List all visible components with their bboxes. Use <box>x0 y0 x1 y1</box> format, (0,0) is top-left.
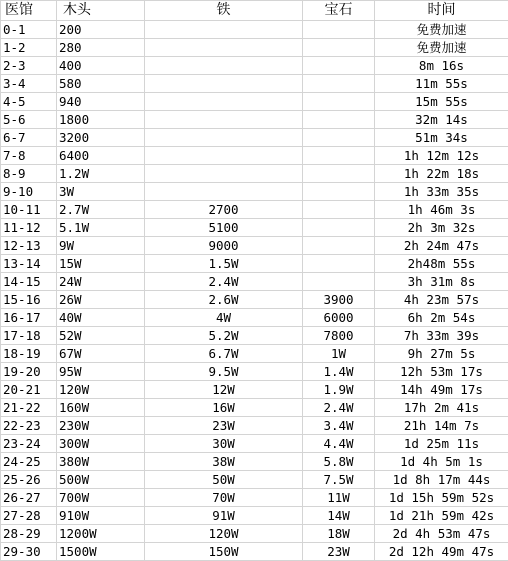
cell-wood[interactable]: 910W <box>57 507 145 525</box>
cell-time[interactable]: 17h 2m 41s <box>375 399 508 417</box>
cell-wood[interactable]: 380W <box>57 453 145 471</box>
cell-level[interactable]: 3-4 <box>1 75 57 93</box>
cell-level[interactable]: 28-29 <box>1 525 57 543</box>
cell-time[interactable]: 1d 4h 5m 1s <box>375 453 508 471</box>
cell-time[interactable]: 1d 8h 17m 44s <box>375 471 508 489</box>
cell-wood[interactable]: 1800 <box>57 111 145 129</box>
cell-level[interactable]: 8-9 <box>1 165 57 183</box>
cell-gem[interactable] <box>303 273 375 291</box>
cell-wood[interactable]: 120W <box>57 381 145 399</box>
cell-wood[interactable]: 67W <box>57 345 145 363</box>
cell-gem[interactable]: 5.8W <box>303 453 375 471</box>
cell-iron[interactable] <box>145 183 303 201</box>
cell-iron[interactable]: 2700 <box>145 201 303 219</box>
cell-gem[interactable] <box>303 165 375 183</box>
table-row <box>1 129 508 147</box>
table-row <box>1 363 508 381</box>
table-row <box>1 111 508 129</box>
table-row <box>1 399 508 417</box>
table-row <box>1 201 508 219</box>
table-row <box>1 57 508 75</box>
cell-gem[interactable]: 2.4W <box>303 399 375 417</box>
cell-iron[interactable] <box>145 75 303 93</box>
cell-time[interactable]: 9h 27m 5s <box>375 345 508 363</box>
table-row <box>1 219 508 237</box>
table-row <box>1 237 508 255</box>
cell-iron[interactable]: 5100 <box>145 219 303 237</box>
table-row <box>1 345 508 363</box>
cell-time[interactable]: 21h 14m 7s <box>375 417 508 435</box>
header-time[interactable]: 时间 <box>375 1 508 21</box>
cell-iron[interactable]: 9000 <box>145 237 303 255</box>
cell-level[interactable]: 26-27 <box>1 489 57 507</box>
cell-level[interactable]: 17-18 <box>1 327 57 345</box>
table-row <box>1 309 508 327</box>
cell-level[interactable]: 12-13 <box>1 237 57 255</box>
table-body <box>1 21 508 561</box>
cell-wood[interactable]: 500W <box>57 471 145 489</box>
cell-time[interactable]: 8m 16s <box>375 57 508 75</box>
cell-iron[interactable]: 38W <box>145 453 303 471</box>
cell-gem[interactable]: 3.4W <box>303 417 375 435</box>
cell-gem[interactable] <box>303 111 375 129</box>
cell-iron[interactable]: 50W <box>145 471 303 489</box>
cell-wood[interactable]: 300W <box>57 435 145 453</box>
cell-iron[interactable] <box>145 111 303 129</box>
cell-time[interactable]: 1h 46m 3s <box>375 201 508 219</box>
cell-level[interactable]: 6-7 <box>1 129 57 147</box>
cell-time[interactable]: 免费加速 <box>375 39 508 57</box>
cell-level[interactable]: 22-23 <box>1 417 57 435</box>
cell-wood[interactable]: 1200W <box>57 525 145 543</box>
cell-level[interactable]: 1-2 <box>1 39 57 57</box>
cell-gem[interactable]: 1W <box>303 345 375 363</box>
cell-level[interactable]: 15-16 <box>1 291 57 309</box>
cell-wood[interactable]: 940 <box>57 93 145 111</box>
table-row <box>1 471 508 489</box>
cell-wood[interactable]: 24W <box>57 273 145 291</box>
cell-gem[interactable] <box>303 255 375 273</box>
cell-level[interactable]: 7-8 <box>1 147 57 165</box>
cell-wood[interactable]: 400 <box>57 57 145 75</box>
cell-iron[interactable]: 150W <box>145 543 303 561</box>
cell-time[interactable]: 免费加速 <box>375 21 508 39</box>
cell-iron[interactable]: 1.5W <box>145 255 303 273</box>
cell-time[interactable]: 1d 25m 11s <box>375 435 508 453</box>
cell-time[interactable]: 2d 12h 49m 47s <box>375 543 508 561</box>
cell-level[interactable]: 19-20 <box>1 363 57 381</box>
cell-iron[interactable]: 5.2W <box>145 327 303 345</box>
cell-iron[interactable] <box>145 129 303 147</box>
header-gem[interactable]: 宝石 <box>303 1 375 21</box>
cell-time[interactable]: 3h 31m 8s <box>375 273 508 291</box>
cell-wood[interactable]: 160W <box>57 399 145 417</box>
cell-gem[interactable]: 6000 <box>303 309 375 327</box>
cell-gem[interactable] <box>303 219 375 237</box>
cell-wood[interactable]: 580 <box>57 75 145 93</box>
table-row <box>1 255 508 273</box>
cell-time[interactable]: 2h 24m 47s <box>375 237 508 255</box>
cell-level[interactable]: 20-21 <box>1 381 57 399</box>
cell-iron[interactable]: 23W <box>145 417 303 435</box>
cell-gem[interactable]: 23W <box>303 543 375 561</box>
cell-level[interactable]: 2-3 <box>1 57 57 75</box>
cell-gem[interactable]: 7.5W <box>303 471 375 489</box>
table-row <box>1 525 508 543</box>
cell-time[interactable]: 11m 55s <box>375 75 508 93</box>
table-row <box>1 417 508 435</box>
cell-level[interactable]: 0-1 <box>1 21 57 39</box>
cell-level[interactable]: 27-28 <box>1 507 57 525</box>
cell-gem[interactable] <box>303 39 375 57</box>
cell-level[interactable]: 16-17 <box>1 309 57 327</box>
table-row <box>1 93 508 111</box>
table-row <box>1 273 508 291</box>
cell-iron[interactable]: 120W <box>145 525 303 543</box>
cell-time[interactable]: 6h 2m 54s <box>375 309 508 327</box>
cell-level[interactable]: 18-19 <box>1 345 57 363</box>
cell-wood[interactable]: 95W <box>57 363 145 381</box>
table-row <box>1 291 508 309</box>
cell-time[interactable]: 32m 14s <box>375 111 508 129</box>
cell-time[interactable]: 1d 21h 59m 42s <box>375 507 508 525</box>
cell-wood[interactable]: 40W <box>57 309 145 327</box>
cell-time[interactable]: 12h 53m 17s <box>375 363 508 381</box>
cell-wood[interactable]: 200 <box>57 21 145 39</box>
cell-wood[interactable]: 3W <box>57 183 145 201</box>
cell-wood[interactable]: 9W <box>57 237 145 255</box>
cell-level[interactable]: 14-15 <box>1 273 57 291</box>
cell-iron[interactable]: 91W <box>145 507 303 525</box>
cell-time[interactable]: 2h 3m 32s <box>375 219 508 237</box>
cell-time[interactable]: 15m 55s <box>375 93 508 111</box>
cell-gem[interactable] <box>303 201 375 219</box>
cell-level[interactable]: 21-22 <box>1 399 57 417</box>
table-row <box>1 327 508 345</box>
cell-wood[interactable]: 2.7W <box>57 201 145 219</box>
cell-gem[interactable] <box>303 21 375 39</box>
cell-level[interactable]: 4-5 <box>1 93 57 111</box>
cell-time[interactable]: 14h 49m 17s <box>375 381 508 399</box>
cell-gem[interactable]: 11W <box>303 489 375 507</box>
cell-wood[interactable]: 280 <box>57 39 145 57</box>
cell-gem[interactable] <box>303 57 375 75</box>
cell-gem[interactable]: 18W <box>303 525 375 543</box>
cell-iron[interactable]: 4W <box>145 309 303 327</box>
cell-level[interactable]: 25-26 <box>1 471 57 489</box>
cell-gem[interactable] <box>303 129 375 147</box>
cell-gem[interactable]: 14W <box>303 507 375 525</box>
cell-gem[interactable]: 7800 <box>303 327 375 345</box>
cell-time[interactable]: 4h 23m 57s <box>375 291 508 309</box>
cell-level[interactable]: 24-25 <box>1 453 57 471</box>
table-row <box>1 147 508 165</box>
cell-iron[interactable] <box>145 21 303 39</box>
cell-wood[interactable]: 26W <box>57 291 145 309</box>
table-row <box>1 21 508 39</box>
table-row <box>1 39 508 57</box>
cell-iron[interactable] <box>145 57 303 75</box>
cell-wood[interactable]: 6400 <box>57 147 145 165</box>
cell-gem[interactable] <box>303 93 375 111</box>
cell-time[interactable]: 1h 22m 18s <box>375 165 508 183</box>
cell-gem[interactable] <box>303 237 375 255</box>
cell-gem[interactable]: 1.9W <box>303 381 375 399</box>
cell-level[interactable]: 13-14 <box>1 255 57 273</box>
cell-iron[interactable]: 9.5W <box>145 363 303 381</box>
cell-time[interactable]: 1d 15h 59m 52s <box>375 489 508 507</box>
table-row <box>1 75 508 93</box>
cell-time[interactable]: 51m 34s <box>375 129 508 147</box>
table-row <box>1 381 508 399</box>
header-level[interactable]: 医馆 <box>1 1 57 21</box>
cell-iron[interactable]: 16W <box>145 399 303 417</box>
cell-gem[interactable]: 4.4W <box>303 435 375 453</box>
table-row <box>1 183 508 201</box>
header-row <box>1 1 508 21</box>
table-row <box>1 453 508 471</box>
cell-time[interactable]: 2h48m 55s <box>375 255 508 273</box>
cell-wood[interactable]: 15W <box>57 255 145 273</box>
cell-time[interactable]: 1h 12m 12s <box>375 147 508 165</box>
cell-level[interactable]: 29-30 <box>1 543 57 561</box>
cell-time[interactable]: 2d 4h 53m 47s <box>375 525 508 543</box>
table-row <box>1 489 508 507</box>
cell-iron[interactable] <box>145 39 303 57</box>
cell-iron[interactable]: 12W <box>145 381 303 399</box>
cell-wood[interactable]: 700W <box>57 489 145 507</box>
cell-gem[interactable] <box>303 147 375 165</box>
cell-iron[interactable]: 70W <box>145 489 303 507</box>
cell-wood[interactable]: 1500W <box>57 543 145 561</box>
header-iron[interactable]: 铁 <box>145 1 303 21</box>
table-row <box>1 165 508 183</box>
header-wood[interactable]: 木头 <box>57 1 145 21</box>
cell-wood[interactable]: 5.1W <box>57 219 145 237</box>
cell-iron[interactable]: 6.7W <box>145 345 303 363</box>
cell-gem[interactable]: 1.4W <box>303 363 375 381</box>
cell-iron[interactable]: 2.6W <box>145 291 303 309</box>
cell-level[interactable]: 10-11 <box>1 201 57 219</box>
cell-time[interactable]: 1h 33m 35s <box>375 183 508 201</box>
cell-level[interactable]: 5-6 <box>1 111 57 129</box>
cell-level[interactable]: 11-12 <box>1 219 57 237</box>
cell-wood[interactable]: 1.2W <box>57 165 145 183</box>
cell-iron[interactable] <box>145 147 303 165</box>
cell-time[interactable]: 7h 33m 39s <box>375 327 508 345</box>
table-row <box>1 507 508 525</box>
cell-iron[interactable] <box>145 165 303 183</box>
cell-wood[interactable]: 230W <box>57 417 145 435</box>
table-row <box>1 435 508 453</box>
cell-iron[interactable]: 2.4W <box>145 273 303 291</box>
cell-iron[interactable]: 30W <box>145 435 303 453</box>
cell-level[interactable]: 9-10 <box>1 183 57 201</box>
cell-gem[interactable]: 3900 <box>303 291 375 309</box>
cell-gem[interactable] <box>303 75 375 93</box>
cell-iron[interactable] <box>145 93 303 111</box>
cell-wood[interactable]: 3200 <box>57 129 145 147</box>
cell-level[interactable]: 23-24 <box>1 435 57 453</box>
cell-gem[interactable] <box>303 183 375 201</box>
cell-wood[interactable]: 52W <box>57 327 145 345</box>
